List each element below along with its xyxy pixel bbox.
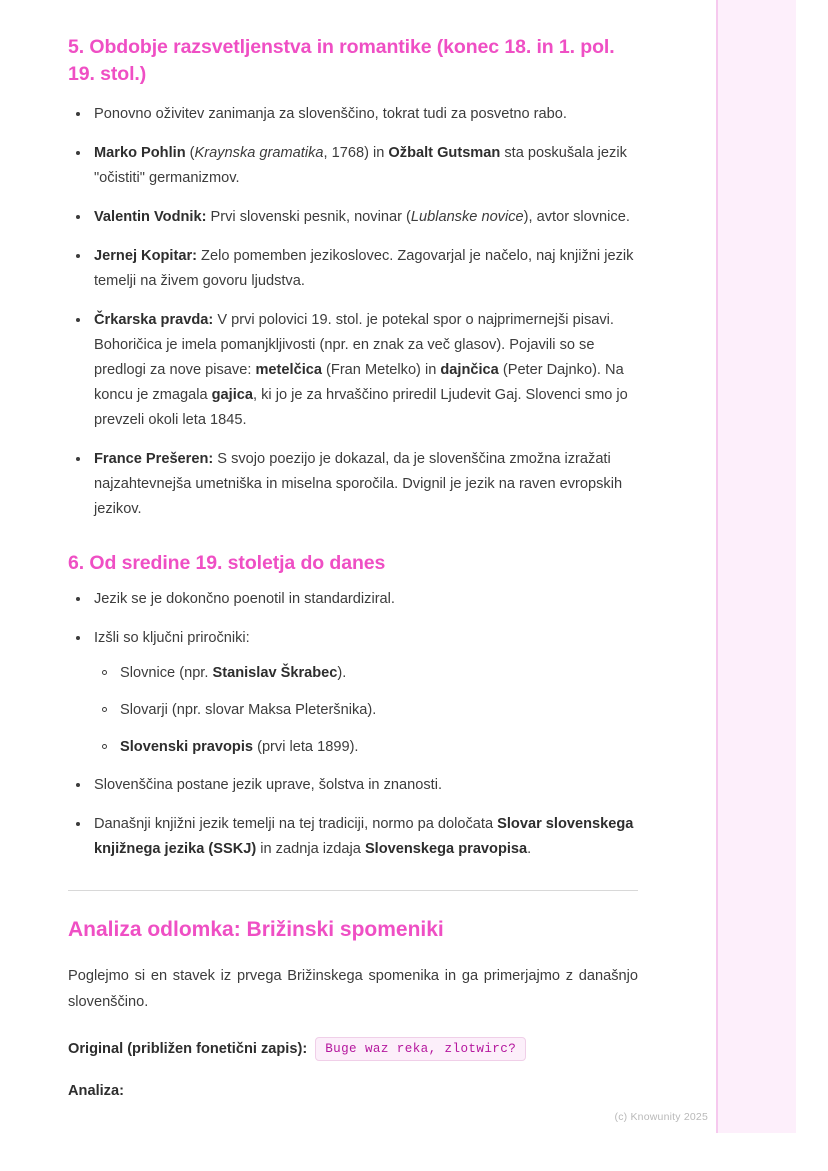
original-text-chip: Buge waz reka, zlotwirc? bbox=[315, 1037, 526, 1061]
list-item: Ponovno oživitev zanimanja za slovenščino, tokrat tudi za posvetno rabo. bbox=[68, 102, 638, 127]
list-item-text: Izšli so ključni priročniki: bbox=[94, 630, 250, 646]
list-item: Jezik se je dokončno poenotil in standardiziral. bbox=[68, 587, 638, 612]
sub-list-item: Slovenski pravopis (prvi leta 1899). bbox=[94, 735, 638, 759]
footer-credit: (c) Knowunity 2025 bbox=[614, 1111, 708, 1123]
section-6-list bbox=[68, 587, 638, 862]
list-item: Slovenščina postane jezik uprave, šolstva in znanosti. bbox=[68, 773, 638, 798]
section-divider bbox=[68, 890, 638, 891]
analysis-label: Analiza: bbox=[68, 1083, 124, 1099]
section-heading-5: 5. Obdobje razsvetljenstva in romantike (konec 18. in 1. pol. 19. stol.) bbox=[68, 36, 615, 85]
sub-list-item: Slovarji (npr. slovar Maksa Pleteršnika). bbox=[94, 698, 638, 722]
list-item: Jernej Kopitar: Zelo pomemben jezikoslovec. Zagovarjal je načelo, naj knjižni jezik temelji na živem govoru ljudstva. bbox=[68, 244, 638, 294]
document-content bbox=[68, 34, 638, 1099]
analysis-intro: Poglejmo si en stavek iz prvega Brižinskega spomenika in ga primerjajmo z današnjo slovenščino. bbox=[68, 968, 638, 1010]
list-item: Marko Pohlin (Kraynska gramatika, 1768) in Ožbalt Gutsman sta poskušala jezik "očistiti" germanizmov. bbox=[68, 141, 638, 191]
sub-list bbox=[94, 661, 638, 759]
section-heading-6: 6. Od sredine 19. stoletja do danes bbox=[68, 552, 386, 574]
list-item bbox=[68, 626, 638, 759]
analysis-title: Analiza odlomka: Brižinski spomeniki bbox=[68, 918, 444, 941]
section-5-list bbox=[68, 102, 638, 522]
list-item: Današnji knjižni jezik temelji na tej tradiciji, normo pa določata Slovar slovenskega knjižnega jezika (SSKJ) in zadnja izdaja Slovenskega pravopisa. bbox=[68, 812, 638, 862]
list-item: Valentin Vodnik: Prvi slovenski pesnik, novinar (Lublanske novice), avtor slovnice. bbox=[68, 205, 638, 230]
list-item: France Prešeren: S svojo poezijo je dokazal, da je slovenščina zmožna izražati najzahtevnejša umetniška in miselna sporočila. Dvignil je jezik na raven evropskih jezikov. bbox=[68, 447, 638, 522]
list-item: Črkarska pravda: V prvi polovici 19. stol. je potekal spor o najprimernejši pisavi. Bohoričica je imela pomanjkljivosti (npr. en znak za več glasov). Pojavili so se predlogi za nove pisave: metelčica (Fran Metelko) in dajnčica (Peter Dajnko). Na koncu je zmagala gajica, ki jo je za hrvaščino priredil Ljudevit Gaj. Slovenci smo jo prevzeli okoli leta 1845. bbox=[68, 308, 638, 433]
original-row bbox=[68, 1037, 638, 1061]
original-label: Original (približen fonetični zapis): bbox=[68, 1041, 308, 1057]
page-side-decoration bbox=[716, 0, 796, 1133]
sub-list-item: Slovnice (npr. Stanislav Škrabec). bbox=[94, 661, 638, 685]
